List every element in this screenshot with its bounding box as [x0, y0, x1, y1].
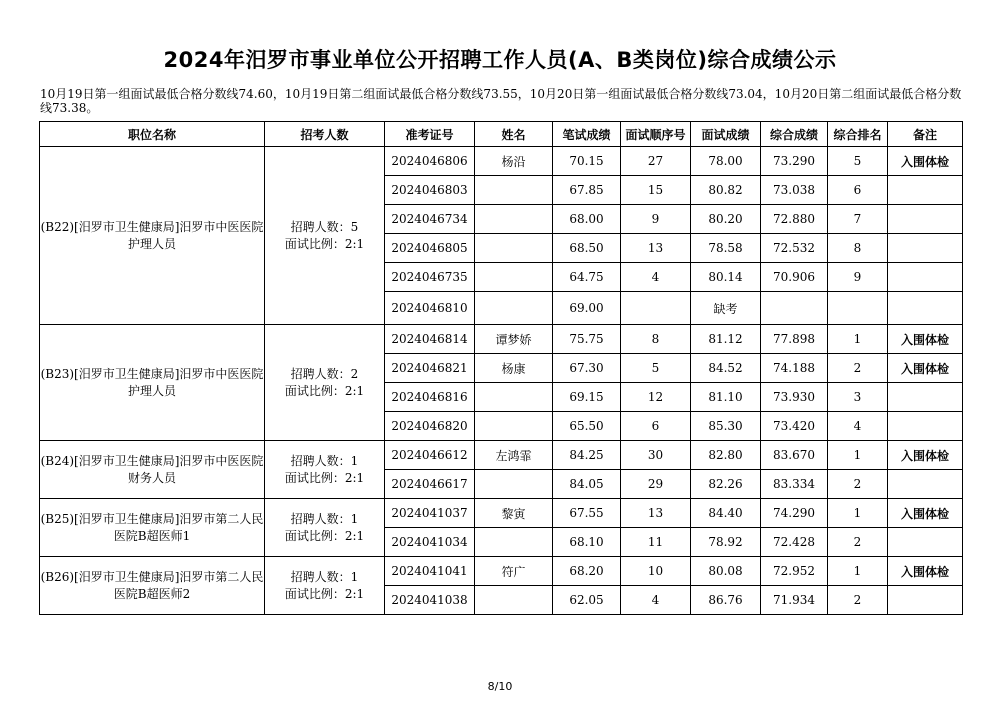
header-order: 面试顺序号	[621, 122, 691, 147]
exam-id-cell: 2024046803	[385, 176, 475, 205]
exam-id-cell: 2024046735	[385, 263, 475, 292]
recruit-count-text: 招聘人数：1	[290, 453, 359, 468]
written-score-cell: 75.75	[553, 325, 621, 354]
interview-score-cell: 84.40	[691, 499, 761, 528]
header-position: 职位名称	[40, 122, 265, 147]
rank-cell: 1	[828, 557, 888, 586]
interview-ratio-text: 面试比例：2:1	[284, 236, 365, 251]
recruit-count-cell	[265, 441, 385, 499]
name-cell: 黎寅	[475, 499, 553, 528]
name-cell	[475, 205, 553, 234]
rank-cell	[828, 292, 888, 325]
remark-cell: 入围体检	[888, 354, 963, 383]
interview-order-cell: 8	[621, 325, 691, 354]
recruit-count-cell	[265, 557, 385, 615]
total-score-cell: 73.290	[761, 147, 828, 176]
written-score-cell: 67.85	[553, 176, 621, 205]
total-score-cell: 73.930	[761, 383, 828, 412]
interview-score-cell: 缺考	[691, 292, 761, 325]
remark-cell	[888, 383, 963, 412]
header-rank: 综合排名	[828, 122, 888, 147]
rank-cell: 2	[828, 528, 888, 557]
interview-order-cell: 4	[621, 586, 691, 615]
exam-id-cell: 2024046734	[385, 205, 475, 234]
page-title: 2024年汨罗市事业单位公开招聘工作人员(A、B类岗位)综合成绩公示	[163, 48, 837, 72]
rank-cell: 2	[828, 470, 888, 499]
written-score-cell: 62.05	[553, 586, 621, 615]
written-score-cell: 84.05	[553, 470, 621, 499]
total-score-cell: 72.952	[761, 557, 828, 586]
recruit-count-text: 招聘人数：1	[290, 569, 359, 584]
interview-order-cell: 11	[621, 528, 691, 557]
position-name-cell: (B26)[汨罗市卫生健康局]汨罗市第二人民医院B超医师2	[40, 557, 265, 615]
interview-score-cell: 82.80	[691, 441, 761, 470]
cutoff-note: 10月19日第一组面试最低合格分数线74.60，10月19日第二组面试最低合格分数线73.55，10月20日第一组面试最低合格分数线73.04，10月20日第二组面试最低合格分数线73.38。	[40, 87, 962, 115]
rank-cell: 2	[828, 354, 888, 383]
written-score-cell: 84.25	[553, 441, 621, 470]
total-score-cell	[761, 292, 828, 325]
name-cell	[475, 528, 553, 557]
name-cell: 杨康	[475, 354, 553, 383]
rank-cell: 5	[828, 147, 888, 176]
header-remark: 备注	[888, 122, 963, 147]
rank-cell: 4	[828, 412, 888, 441]
written-score-cell: 68.00	[553, 205, 621, 234]
remark-cell	[888, 528, 963, 557]
table-row	[40, 557, 963, 586]
interview-order-cell: 4	[621, 263, 691, 292]
table-row	[40, 441, 963, 470]
total-score-cell: 72.532	[761, 234, 828, 263]
name-cell	[475, 292, 553, 325]
exam-id-cell: 2024046617	[385, 470, 475, 499]
exam-id-cell: 2024046820	[385, 412, 475, 441]
interview-score-cell: 81.12	[691, 325, 761, 354]
rank-cell: 1	[828, 325, 888, 354]
interview-score-cell: 80.82	[691, 176, 761, 205]
header-interview: 面试成绩	[691, 122, 761, 147]
remark-cell: 入围体检	[888, 147, 963, 176]
name-cell	[475, 586, 553, 615]
remark-cell: 入围体检	[888, 441, 963, 470]
header-exam-id: 准考证号	[385, 122, 475, 147]
position-name-cell: (B25)[汨罗市卫生健康局]汨罗市第二人民医院B超医师1	[40, 499, 265, 557]
rank-cell: 3	[828, 383, 888, 412]
remark-cell: 入围体检	[888, 557, 963, 586]
name-cell	[475, 176, 553, 205]
recruit-count-cell	[265, 499, 385, 557]
interview-ratio-text: 面试比例：2:1	[284, 383, 365, 398]
interview-score-cell: 78.58	[691, 234, 761, 263]
position-name-cell: (B23)[汨罗市卫生健康局]汨罗市中医医院护理人员	[40, 325, 265, 441]
interview-score-cell: 80.20	[691, 205, 761, 234]
interview-score-cell: 84.52	[691, 354, 761, 383]
interview-order-cell: 6	[621, 412, 691, 441]
total-score-cell: 77.898	[761, 325, 828, 354]
exam-id-cell: 2024046816	[385, 383, 475, 412]
exam-id-cell: 2024041038	[385, 586, 475, 615]
total-score-cell: 83.334	[761, 470, 828, 499]
recruit-count-text: 招聘人数：1	[290, 511, 359, 526]
page-number: 8/10	[487, 680, 513, 693]
written-score-cell: 70.15	[553, 147, 621, 176]
written-score-cell: 67.55	[553, 499, 621, 528]
table-row	[40, 325, 963, 354]
rank-cell: 2	[828, 586, 888, 615]
interview-order-cell: 13	[621, 499, 691, 528]
written-score-cell: 68.10	[553, 528, 621, 557]
written-score-cell: 69.15	[553, 383, 621, 412]
name-cell: 谭梦娇	[475, 325, 553, 354]
name-cell	[475, 263, 553, 292]
rank-cell: 8	[828, 234, 888, 263]
position-name-cell: (B22)[汨罗市卫生健康局]汨罗市中医医院护理人员	[40, 147, 265, 325]
remark-cell	[888, 412, 963, 441]
remark-cell: 入围体检	[888, 325, 963, 354]
interview-score-cell: 81.10	[691, 383, 761, 412]
total-score-cell: 74.290	[761, 499, 828, 528]
interview-score-cell: 86.76	[691, 586, 761, 615]
remark-cell	[888, 234, 963, 263]
name-cell: 符广	[475, 557, 553, 586]
interview-score-cell: 82.26	[691, 470, 761, 499]
interview-ratio-text: 面试比例：2:1	[284, 528, 365, 543]
written-score-cell: 68.20	[553, 557, 621, 586]
header-name: 姓名	[475, 122, 553, 147]
exam-id-cell: 2024046612	[385, 441, 475, 470]
interview-order-cell: 5	[621, 354, 691, 383]
rank-cell: 1	[828, 499, 888, 528]
written-score-cell: 64.75	[553, 263, 621, 292]
header-written: 笔试成绩	[553, 122, 621, 147]
interview-order-cell: 29	[621, 470, 691, 499]
rank-cell: 6	[828, 176, 888, 205]
header-count: 招考人数	[265, 122, 385, 147]
total-score-cell: 83.670	[761, 441, 828, 470]
rank-cell: 7	[828, 205, 888, 234]
written-score-cell: 68.50	[553, 234, 621, 263]
name-cell	[475, 234, 553, 263]
interview-score-cell: 85.30	[691, 412, 761, 441]
interview-order-cell: 30	[621, 441, 691, 470]
recruit-count-cell	[265, 147, 385, 325]
interview-order-cell: 12	[621, 383, 691, 412]
name-cell	[475, 470, 553, 499]
recruit-count-cell	[265, 325, 385, 441]
exam-id-cell: 2024046814	[385, 325, 475, 354]
name-cell	[475, 412, 553, 441]
interview-order-cell: 27	[621, 147, 691, 176]
results-table	[39, 121, 963, 615]
interview-score-cell: 80.14	[691, 263, 761, 292]
name-cell	[475, 383, 553, 412]
table-row	[40, 499, 963, 528]
interview-score-cell: 78.92	[691, 528, 761, 557]
interview-order-cell: 9	[621, 205, 691, 234]
remark-cell: 入围体检	[888, 499, 963, 528]
exam-id-cell: 2024041041	[385, 557, 475, 586]
written-score-cell: 67.30	[553, 354, 621, 383]
recruit-count-text: 招聘人数：2	[290, 366, 359, 381]
total-score-cell: 72.880	[761, 205, 828, 234]
name-cell: 左鸿霏	[475, 441, 553, 470]
remark-cell	[888, 263, 963, 292]
rank-cell: 9	[828, 263, 888, 292]
remark-cell	[888, 292, 963, 325]
total-score-cell: 74.188	[761, 354, 828, 383]
interview-score-cell: 78.00	[691, 147, 761, 176]
exam-id-cell: 2024046805	[385, 234, 475, 263]
table-row	[40, 147, 963, 176]
total-score-cell: 70.906	[761, 263, 828, 292]
exam-id-cell: 2024046806	[385, 147, 475, 176]
header-row	[40, 122, 963, 147]
total-score-cell: 73.420	[761, 412, 828, 441]
interview-order-cell: 15	[621, 176, 691, 205]
exam-id-cell: 2024041034	[385, 528, 475, 557]
interview-order-cell: 13	[621, 234, 691, 263]
written-score-cell: 65.50	[553, 412, 621, 441]
exam-id-cell: 2024046810	[385, 292, 475, 325]
results-body	[40, 147, 963, 615]
position-name-cell: (B24)[汨罗市卫生健康局]汨罗市中医医院财务人员	[40, 441, 265, 499]
interview-order-cell	[621, 292, 691, 325]
total-score-cell: 73.038	[761, 176, 828, 205]
rank-cell: 1	[828, 441, 888, 470]
interview-ratio-text: 面试比例：2:1	[284, 586, 365, 601]
interview-ratio-text: 面试比例：2:1	[284, 470, 365, 485]
remark-cell	[888, 470, 963, 499]
interview-order-cell: 10	[621, 557, 691, 586]
remark-cell	[888, 176, 963, 205]
remark-cell	[888, 205, 963, 234]
total-score-cell: 71.934	[761, 586, 828, 615]
exam-id-cell: 2024046821	[385, 354, 475, 383]
total-score-cell: 72.428	[761, 528, 828, 557]
interview-score-cell: 80.08	[691, 557, 761, 586]
header-total: 综合成绩	[761, 122, 828, 147]
exam-id-cell: 2024041037	[385, 499, 475, 528]
written-score-cell: 69.00	[553, 292, 621, 325]
name-cell: 杨沿	[475, 147, 553, 176]
remark-cell	[888, 586, 963, 615]
recruit-count-text: 招聘人数：5	[290, 219, 359, 234]
